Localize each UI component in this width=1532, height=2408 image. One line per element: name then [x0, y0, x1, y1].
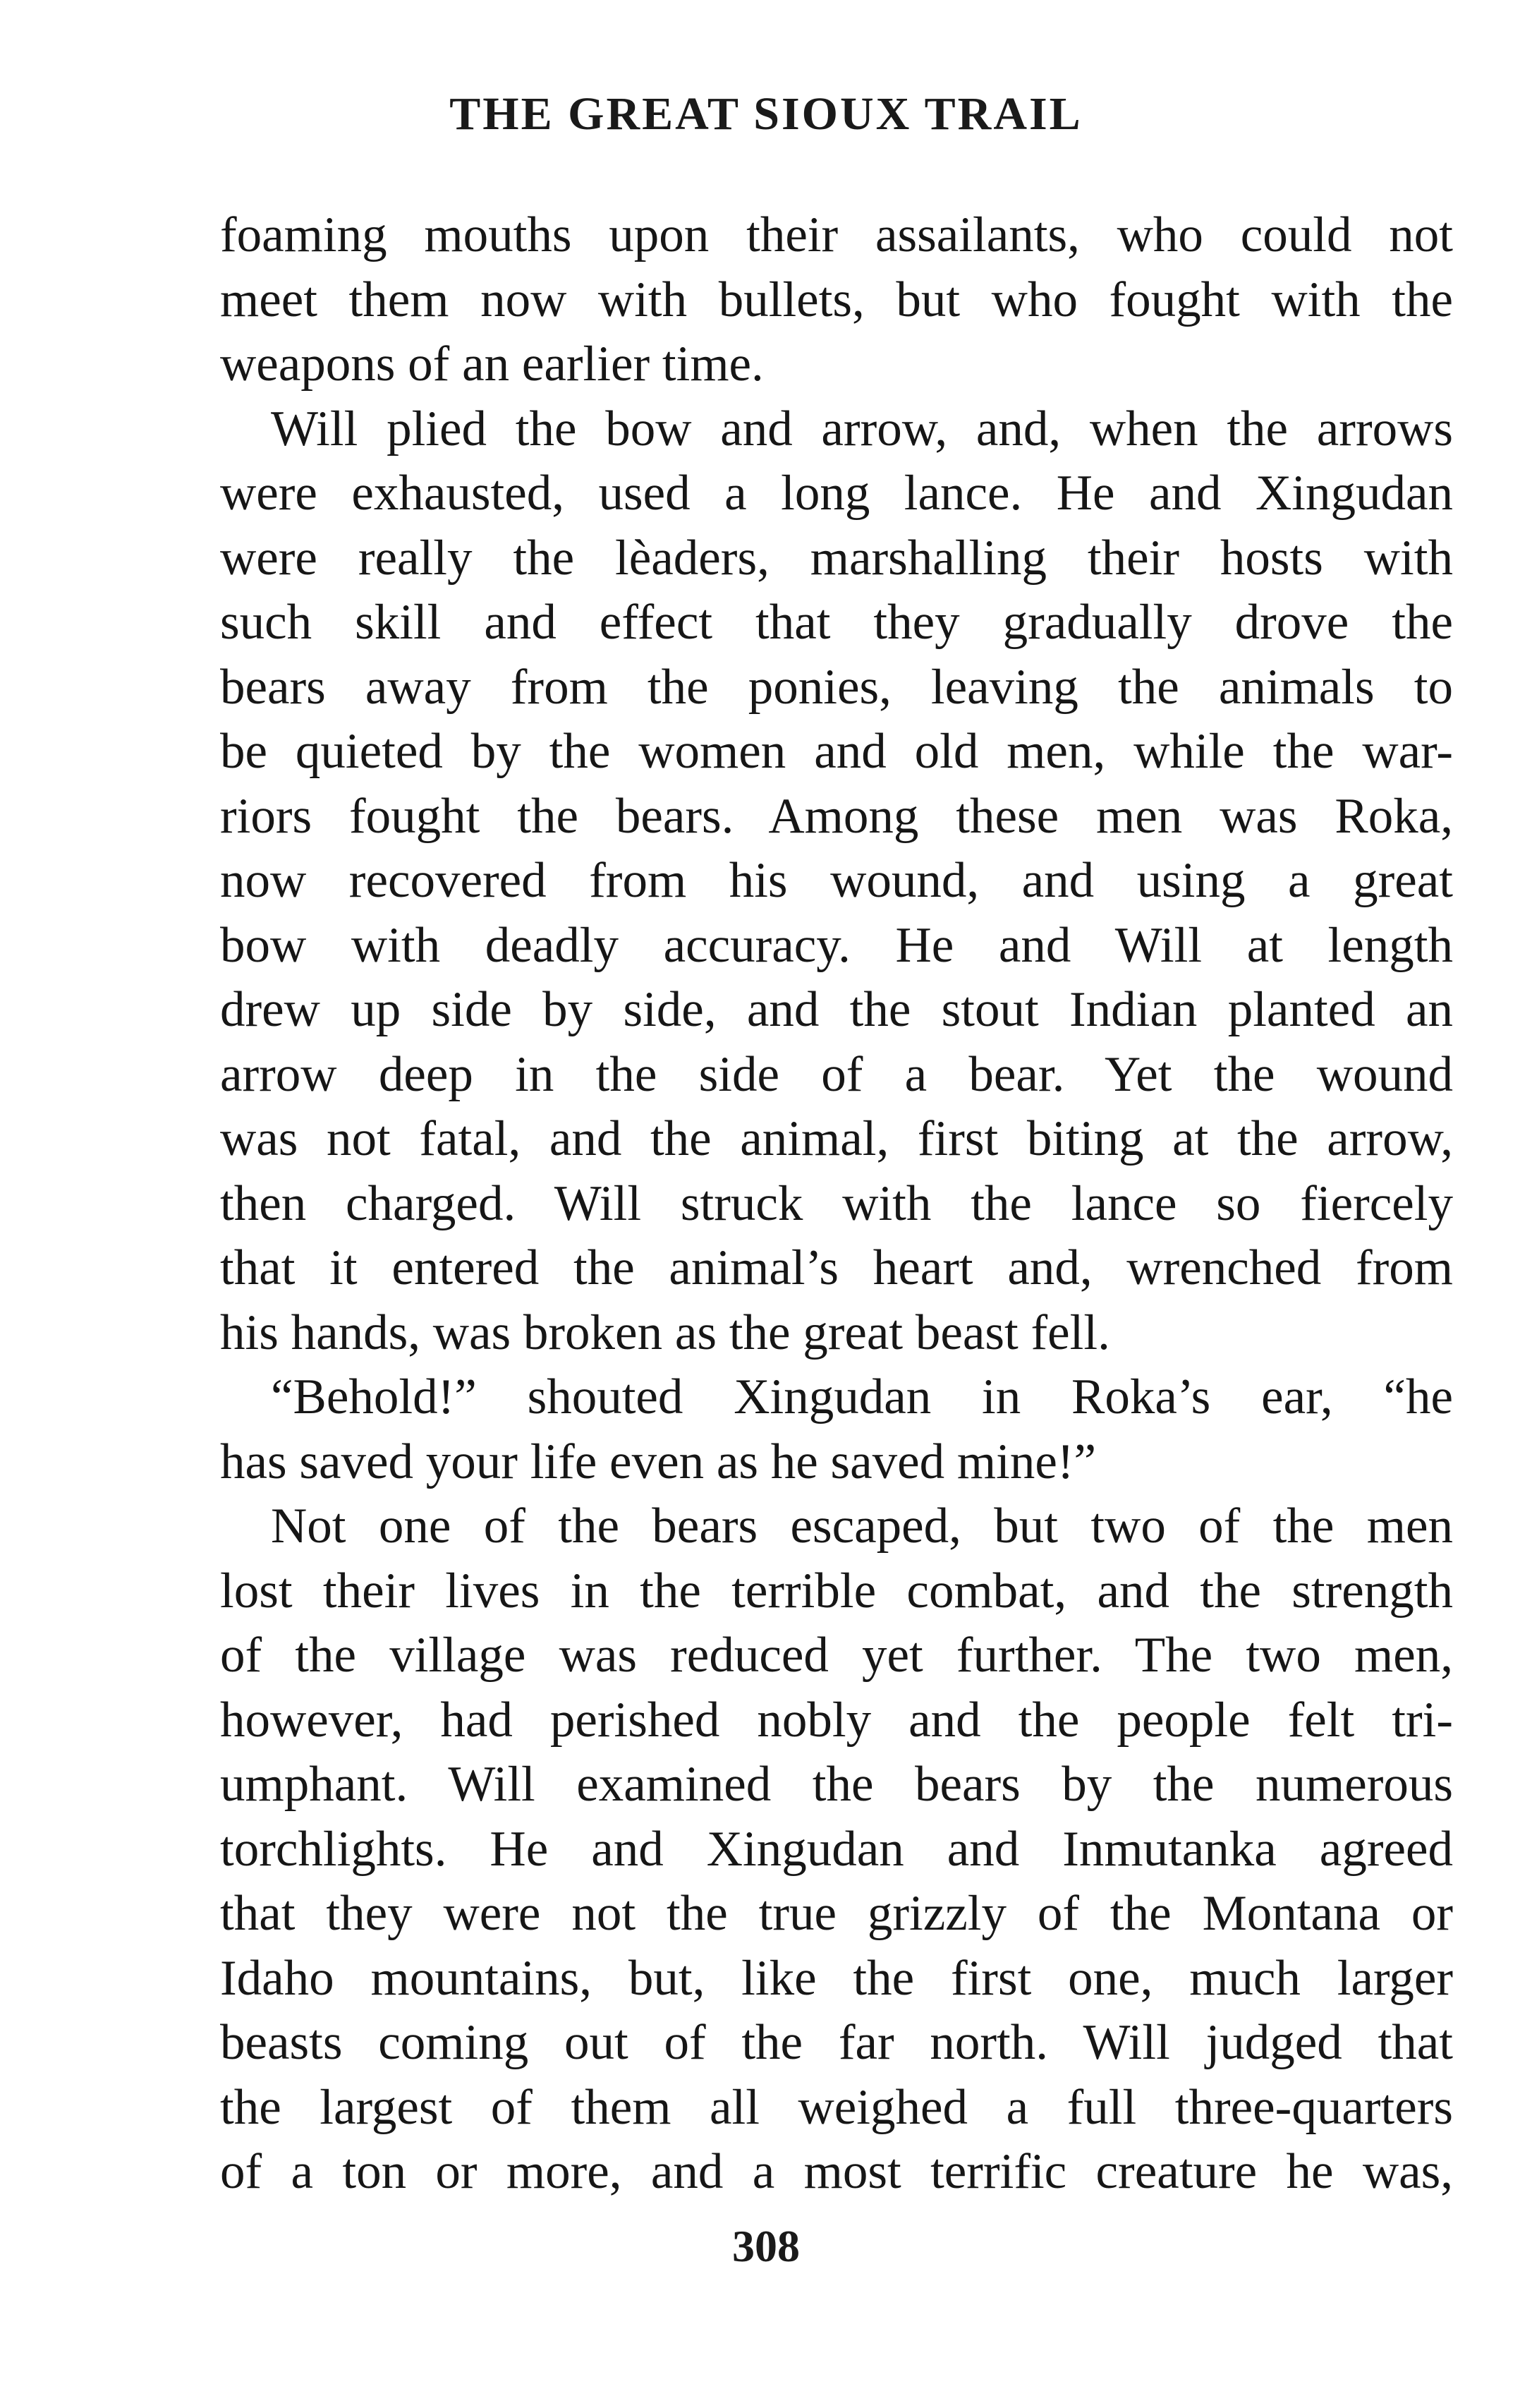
- text-line: bow with deadly accuracy. He and Will at length: [220, 917, 1453, 973]
- text-line: that it entered the animal’s heart and, wrenched from: [220, 1240, 1453, 1295]
- text-line: Will plied the bow and arrow, and, when the arrows: [271, 401, 1453, 456]
- text-line: his hands, was broken as the great beast fell.: [220, 1305, 1110, 1360]
- text-line: meet them now with bullets, but who fought with the: [220, 272, 1453, 327]
- text-line: “Behold!” shouted Xingudan in Roka’s ear, “he: [271, 1369, 1453, 1424]
- text-line: of a ton or more, and a most terrific creature he was,: [220, 2144, 1453, 2199]
- text-line: now recovered from his wound, and using a great: [220, 853, 1453, 908]
- text-line: foaming mouths upon their assailants, who could not: [220, 207, 1453, 262]
- text-line: Not one of the bears escaped, but two of the men: [271, 1499, 1453, 1554]
- text-line: drew up side by side, and the stout Indian planted an: [220, 982, 1453, 1037]
- text-line: riors fought the bears. Among these men was Roka,: [220, 788, 1453, 844]
- text-line: bears away from the ponies, leaving the animals to: [220, 659, 1453, 715]
- text-line: arrow deep in the side of a bear. Yet the wound: [220, 1046, 1453, 1102]
- text-line: beasts coming out of the far north. Will judged that: [220, 2015, 1453, 2070]
- running-head: THE GREAT SIOUX TRAIL: [449, 88, 1083, 140]
- text-line: that they were not the true grizzly of the Montana or: [220, 1886, 1453, 1941]
- text-line: were exhausted, used a long lance. He and Xingudan: [220, 466, 1453, 521]
- text-line: has saved your life even as he saved mine!”: [220, 1434, 1097, 1489]
- text-line: lost their lives in the terrible combat, and the strength: [220, 1563, 1453, 1619]
- text-line: were really the lèaders, marshalling their hosts with: [220, 530, 1453, 586]
- text-line: such skill and effect that they gradually drove the: [220, 595, 1453, 650]
- text-line: Idaho mountains, but, like the first one, much larger: [220, 1950, 1453, 2006]
- body-text: [220, 203, 1453, 2205]
- text-line: the largest of them all weighed a full three-quarters: [220, 2079, 1453, 2135]
- text-line: torchlights. He and Xingudan and Inmutanka agreed: [220, 1821, 1453, 1877]
- text-line: then charged. Will struck with the lance so fiercely: [220, 1175, 1453, 1231]
- text-line: weapons of an earlier time.: [220, 337, 764, 392]
- page-number: 308: [732, 2221, 800, 2271]
- text-line: umphant. Will examined the bears by the numerous: [220, 1757, 1453, 1812]
- text-line: be quieted by the women and old men, while the war-: [220, 724, 1453, 779]
- text-line: was not fatal, and the animal, first biting at the arrow,: [220, 1111, 1453, 1166]
- text-line: however, had perished nobly and the people felt tri-: [220, 1692, 1453, 1748]
- text-line: of the village was reduced yet further. The two men,: [220, 1628, 1453, 1683]
